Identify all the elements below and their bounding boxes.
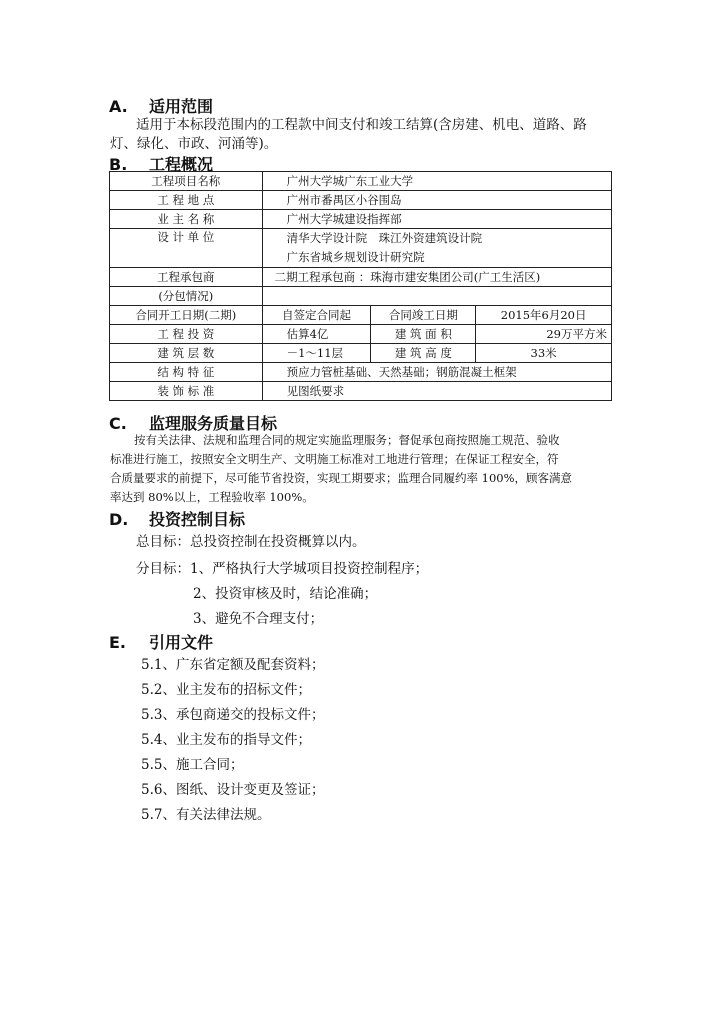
section-a-title: 适用范围	[149, 97, 214, 116]
location-value: 广州市番禺区小谷围岛	[262, 191, 611, 210]
reference-item-6: 5.6、图纸、设计变更及签证；	[141, 782, 325, 798]
table-row	[110, 191, 612, 210]
section-c-title: 监理服务质量目标	[149, 414, 278, 433]
section-b-letter: B.	[109, 155, 128, 174]
section-c-letter: C.	[109, 414, 127, 433]
table-row	[110, 172, 612, 191]
subcontract-value	[262, 287, 611, 306]
table-row	[110, 268, 612, 287]
reference-item-1: 5.1、广东省定额及配套资料；	[141, 657, 325, 673]
height-label: 建 筑 高 度	[371, 344, 476, 363]
project-overview-table	[109, 171, 612, 401]
table-row	[110, 344, 612, 363]
table-row	[110, 382, 612, 401]
section-c-line-2: 标准进行施工，按照安全文明生产、文明施工标准对工地进行管理；在保证工程安全，符	[110, 452, 559, 466]
reference-item-4: 5.4、业主发布的指导文件；	[141, 732, 311, 748]
project-name-label: 工程项目名称	[110, 172, 263, 191]
section-d-line-3: 2、投资审核及时，结论准确；	[193, 586, 378, 602]
structure-label: 结 构 特 征	[110, 363, 263, 382]
section-d-line-1: 总目标：总投资控制在投资概算以内。	[136, 534, 366, 550]
subcontract-label: (分包情况)	[110, 287, 263, 306]
table-row	[110, 363, 612, 382]
height-value: 33米	[476, 344, 612, 363]
contractor-label: 工程承包商	[110, 268, 263, 287]
table-row	[110, 306, 612, 325]
section-d-line-4: 3、避免不合理支付；	[193, 611, 324, 627]
owner-label: 业 主 名 称	[110, 210, 263, 229]
contractor-value: 二期工程承包商 ：珠海市建安集团公司(广工生活区)	[262, 268, 611, 287]
designer-line-1: 清华大学设计院 珠江外资建筑设计院	[286, 231, 483, 245]
designer-label: 设 计 单 位	[110, 229, 263, 268]
floors-label: 建 筑 层 数	[110, 344, 263, 363]
section-a-line-2: 灯、绿化、市政、河涌等)。	[110, 136, 278, 152]
area-label: 建 筑 面 积	[371, 325, 476, 344]
reference-item-7: 5.7、有关法律法规。	[141, 807, 271, 823]
section-d-line-2: 分目标：1、严格执行大学城项目投资控制程序；	[136, 561, 429, 577]
reference-item-2: 5.2、业主发布的招标文件；	[141, 682, 311, 698]
section-c-line-1: 按有关法律、法规和监理合同的规定实施监理服务；督促承包商按照施工规范、验收	[134, 433, 560, 447]
section-e-heading	[109, 630, 213, 653]
table-row	[110, 287, 612, 306]
start-date-value: 自签定合同起	[262, 306, 371, 325]
section-d-letter: D.	[109, 510, 129, 529]
structure-value: 预应力管桩基础、天然基础；钢筋混凝土框架	[262, 363, 611, 382]
section-e-letter: E.	[109, 633, 127, 652]
section-d-heading	[109, 507, 245, 530]
section-a-line-1: 适用于本标段范围内的工程款中间支付和竣工结算(含房建、机电、道路、路	[136, 117, 587, 133]
reference-item-5: 5.5、施工合同；	[141, 757, 244, 773]
reference-item-3: 5.3、承包商递交的投标文件；	[141, 707, 325, 723]
location-label: 工 程 地 点	[110, 191, 263, 210]
decoration-label: 装 饰 标 准	[110, 382, 263, 401]
section-b-title: 工程概况	[149, 155, 214, 174]
section-d-title: 投资控制目标	[149, 510, 246, 529]
section-a-heading	[109, 94, 213, 117]
investment-value: 估算4亿	[262, 325, 371, 344]
investment-label: 工 程 投 资	[110, 325, 263, 344]
section-c-line-4: 率达到 80%以上，工程验收率 100%。	[110, 490, 314, 504]
owner-value: 广州大学城建设指挥部	[262, 210, 611, 229]
section-e-title: 引用文件	[149, 633, 214, 652]
start-date-label: 合同开工日期(二期)	[110, 306, 263, 325]
designer-value	[262, 229, 611, 268]
designer-line-2: 广东省城乡规划设计研究院	[286, 250, 425, 264]
area-value: 29万平方米	[476, 325, 612, 344]
table-row	[110, 210, 612, 229]
finish-date-value: 2015年6月20日	[476, 306, 612, 325]
floors-value: －1～11层	[262, 344, 371, 363]
table-row	[110, 325, 612, 344]
decoration-value: 见图纸要求	[262, 382, 611, 401]
table-row	[110, 229, 612, 268]
finish-date-label: 合同竣工日期	[371, 306, 476, 325]
section-c-line-3: 合质量要求的前提下，尽可能节省投资，实现工期要求；监理合同履约率 100%，顾客满意	[110, 471, 573, 485]
project-name-value: 广州大学城广东工业大学	[262, 172, 611, 191]
section-a-letter: A.	[109, 97, 128, 116]
